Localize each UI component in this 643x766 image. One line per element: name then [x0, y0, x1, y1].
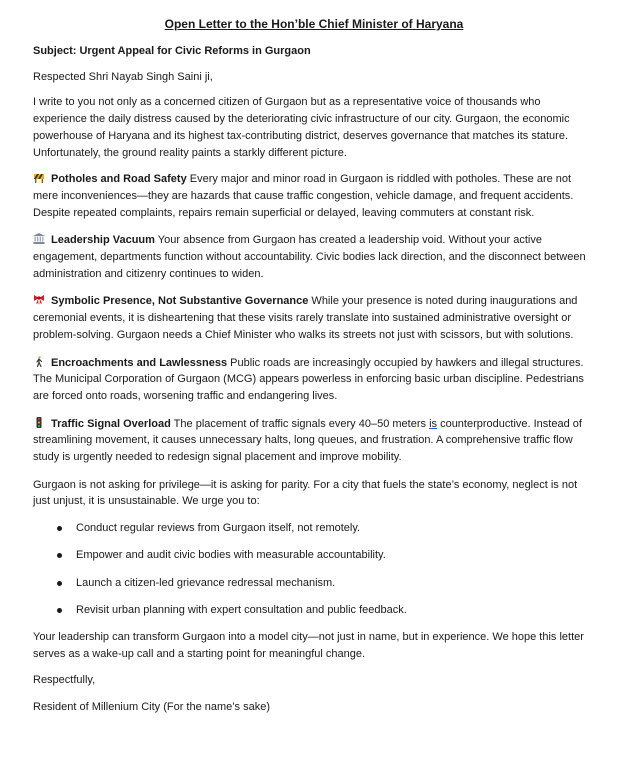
- intro-paragraph: I write to you not only as a concerned citizen of Gurgaon but as a representative voice of thousands who experience the daily distress caused by the deteriorating civic infrastructure of our city. Gurgaon, the economic powerhouse of Haryana and its highest tax-contributing district, deserves governance that matches its stature. Unfortunately, the ground reality paints a starkly different picture.: [33, 96, 570, 159]
- signature: Resident of Millenium City (For the name’s sake): [33, 701, 270, 714]
- section-heading: Symbolic Presence, Not Substantive Governance: [51, 295, 309, 308]
- section-body: counterproductive. Instead of streamlining movement, it causes unnecessary halts, long queues, and frustration. A comprehensive traffic flow study is urgently needed to redesign signal placement and improve mobility.: [33, 417, 582, 464]
- section-heading: Leadership Vacuum: [51, 234, 155, 247]
- section-body: The placement of traffic signals every 40–50 meters: [170, 417, 430, 430]
- letter-title: Open Letter to the Hon’ble Chief Minister of Haryana: [164, 17, 464, 31]
- section-heading: Encroachments and Lawlessness: [51, 356, 228, 369]
- section-body: Every major and minor road in Gurgaon is riddled with potholes. These are not mere inconveniences—they are hazards that cause traffic congestion, vehicle damage, and frequent accidents. Despite repeated complaints, repairs remain superficial or delayed, leaving commuters at constant risk.: [33, 173, 574, 219]
- section-potholes: [33, 171, 595, 221]
- conclusion-paragraph: Your leadership can transform Gurgaon into a model city—not just in name, but in experience. We hope this letter serves as a wake-up call and a starting point for meaningful change.: [33, 630, 584, 660]
- list-item: Conduct regular reviews from Gurgaon itself, not remotely.: [76, 520, 595, 537]
- appeal-paragraph: Gurgaon is not asking for privilege—it is asking for parity. For a city that fuels the state’s economy, neglect is not just unjust, it is unsustainable. We urge you to:: [33, 478, 578, 508]
- section-heading: Potholes and Road Safety: [51, 173, 187, 186]
- proofing-underline-word: is: [429, 417, 438, 430]
- section-heading: Traffic Signal Overload: [51, 417, 171, 430]
- section-encroachments: [33, 355, 595, 405]
- section-leadership: [33, 232, 595, 282]
- pedestrian-icon: [33, 356, 45, 367]
- section-symbolic-presence: [33, 293, 595, 343]
- list-item: Launch a citizen-led grievance redressal mechanism.: [76, 575, 595, 592]
- section-traffic-signals: [33, 416, 595, 466]
- construction-barrier-icon: [33, 172, 45, 183]
- government-building-icon: [33, 233, 45, 244]
- list-item: Empower and audit civic bodies with measurable accountability.: [76, 547, 595, 564]
- ribbon-icon: [33, 294, 45, 305]
- traffic-light-icon: [33, 417, 45, 428]
- section-body: Public roads are increasingly occupied by hawkers and illegal structures. The Municipal Corporation of Gurgaon (MCG) appears powerless in enforcing basic urban discipline. Pedestrians are forced onto roads, worsening traffic and endangering lives.: [33, 356, 584, 402]
- signoff: Respectfully,: [33, 674, 96, 687]
- section-body: While your presence is noted during inaugurations and ceremonial events, it is disheartening that these visits rarely translate into sustained administrative oversight or problem-solving. Gurgaon needs a Chief Minister who walks its streets not just with scissors, but with solutions.: [33, 295, 578, 341]
- salutation: Respected Shri Nayab Singh Saini ji,: [33, 70, 213, 83]
- request-list: [33, 520, 595, 618]
- list-item: Revisit urban planning with expert consultation and public feedback.: [76, 602, 595, 619]
- section-body: Your absence from Gurgaon has created a leadership void. Without your active engagement, departments function without accountability. Civic bodies lack direction, and the disconnect between administration and citizenry continues to widen.: [33, 234, 586, 280]
- letter-subject: Subject: Urgent Appeal for Civic Reforms in Gurgaon: [33, 45, 311, 57]
